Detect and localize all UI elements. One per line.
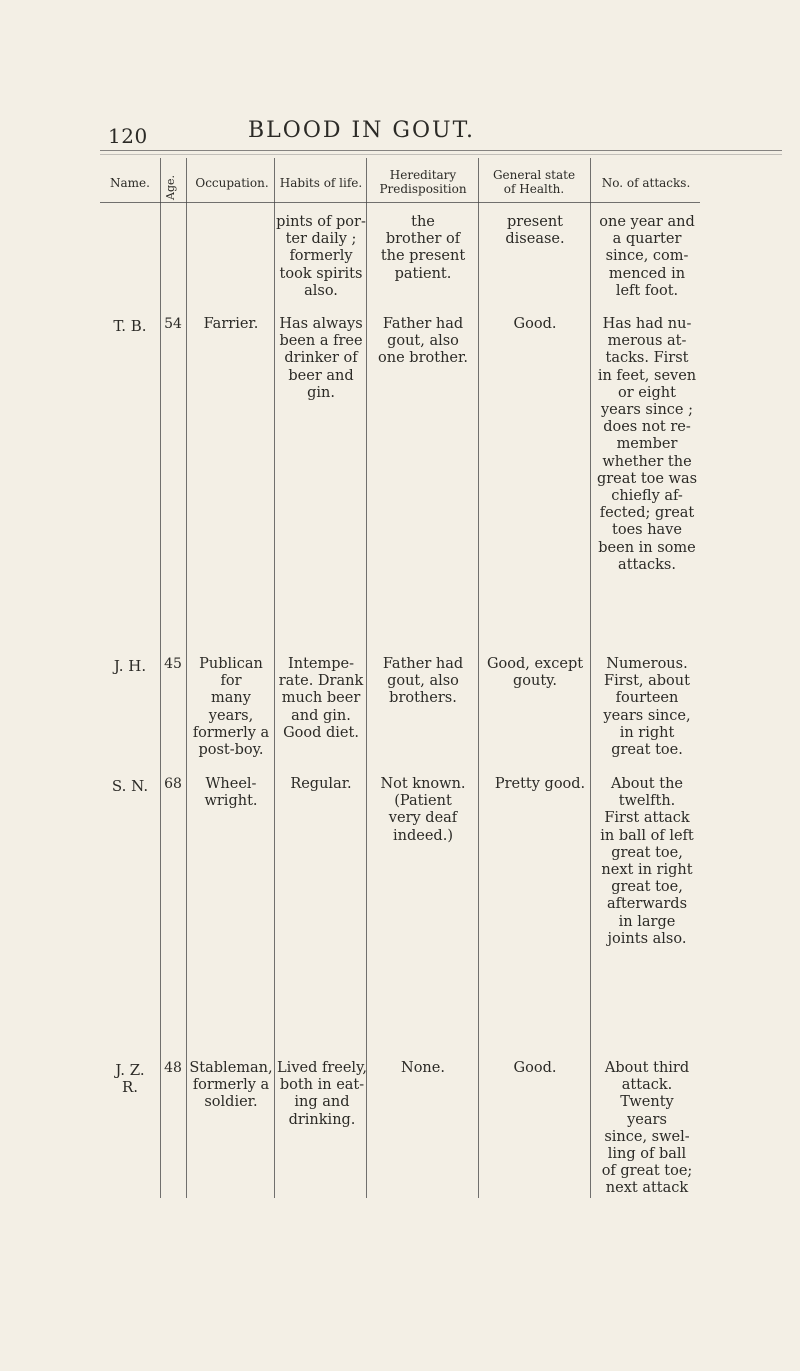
text-line: Not known.	[380, 776, 466, 792]
row-hereditary	[368, 316, 478, 368]
text-line: present	[507, 214, 563, 230]
text-line: twelfth.	[618, 793, 676, 810]
col-header-name: Name.	[110, 176, 150, 190]
text-line: ter daily ;	[285, 231, 357, 248]
text-line: formerly a	[192, 724, 270, 741]
col-divider-3	[274, 158, 275, 1198]
text-line: great toe,	[611, 844, 683, 861]
text-line: since, swel-	[604, 1128, 690, 1145]
text-line: or eight	[618, 384, 676, 401]
text-line: afterwards	[606, 896, 688, 913]
text-line: First attack	[604, 810, 690, 827]
text-line: Father had	[382, 656, 464, 672]
text-line: ing and	[294, 1094, 350, 1111]
text-line: attack.	[621, 1077, 673, 1094]
text-line: of great toe;	[601, 1163, 693, 1180]
text-line: S. N.	[111, 777, 149, 795]
text-line: Wheel-	[205, 776, 257, 792]
text-line: Has had nu-	[602, 316, 692, 332]
text-line: soldier.	[204, 1094, 258, 1111]
row-attacks	[592, 1060, 702, 1198]
text-line: the	[411, 214, 435, 230]
col-divider-5	[478, 158, 479, 1198]
text-line: also.	[304, 282, 338, 299]
row-occupation	[188, 1060, 274, 1112]
text-line: in ball of left	[600, 827, 694, 844]
row-name	[102, 318, 158, 335]
text-line: great toe was	[596, 470, 698, 487]
text-line: Good, except	[486, 656, 584, 672]
row-habits	[276, 776, 366, 793]
text-line: in large	[618, 913, 676, 930]
text-line: fourteen	[615, 690, 679, 707]
text-line: been a free	[279, 333, 363, 350]
row-general	[480, 656, 590, 690]
cont-attacks	[592, 214, 702, 300]
text-line: T. B.	[113, 317, 147, 335]
col-header-general-line2: of Health.	[503, 182, 565, 196]
text-line: Numerous.	[606, 656, 688, 672]
row-general	[480, 1060, 590, 1077]
text-line: member	[616, 436, 678, 453]
col-header-general-line1: General state	[492, 168, 576, 182]
text-line: in right	[619, 724, 675, 741]
text-line: brother of	[385, 231, 461, 248]
text-line: gout, also	[387, 333, 459, 350]
text-line: one brother.	[378, 350, 468, 367]
row-occupation	[188, 316, 274, 333]
text-line: a quarter	[612, 231, 682, 248]
text-line: Regular.	[290, 776, 352, 792]
col-header-habits: Habits of life.	[279, 176, 363, 190]
text-line: Twenty	[620, 1094, 674, 1111]
col-header-hereditary-line2: Predisposition	[379, 182, 467, 196]
row-occupation	[188, 776, 274, 810]
text-line: very deaf	[388, 810, 458, 827]
row-general	[480, 316, 590, 333]
text-line: years since ;	[600, 402, 693, 419]
text-line: gout, also	[387, 673, 459, 690]
text-line: First, about	[604, 673, 690, 690]
text-line: pints of por-	[276, 214, 366, 230]
row-general	[480, 776, 600, 793]
text-line: much beer	[281, 690, 361, 707]
col-header-hereditary	[368, 168, 478, 196]
text-line: None.	[401, 1060, 445, 1076]
text-line: Good diet.	[283, 724, 359, 741]
text-line: Pretty good.	[494, 776, 586, 792]
text-line: whether the	[602, 453, 692, 470]
col-divider-4	[366, 158, 367, 1198]
row-occupation	[188, 656, 274, 759]
text-line: Has always	[279, 316, 363, 332]
row-attacks	[592, 316, 702, 574]
text-line: Good.	[513, 1060, 557, 1076]
row-attacks	[592, 656, 702, 759]
col-header-attacks: No. of attacks.	[601, 176, 691, 190]
page-number: 120	[108, 124, 148, 148]
text-line: both in eat-	[279, 1077, 365, 1094]
text-line: next in right	[601, 862, 693, 879]
text-line: Publican for	[199, 656, 263, 690]
text-line: patient.	[394, 265, 452, 282]
text-line: chiefly af-	[611, 488, 683, 505]
row-name	[102, 658, 158, 675]
text-line: menced in	[608, 265, 686, 282]
text-line: since, com-	[605, 248, 689, 265]
text-line: formerly	[289, 248, 353, 265]
running-title: BLOOD IN GOUT.	[248, 118, 475, 143]
col-divider-2	[186, 158, 187, 1198]
col-header-occupation: Occupation.	[195, 176, 269, 190]
col-divider-1	[160, 158, 161, 1198]
row-attacks	[592, 776, 702, 948]
text-line: drinker of	[284, 350, 358, 367]
text-line: merous at-	[607, 333, 687, 350]
text-line: Stableman,	[189, 1060, 273, 1076]
text-line: R.	[121, 1078, 139, 1096]
text-line: Good.	[513, 316, 557, 332]
text-line: beer and gin.	[288, 367, 354, 401]
text-line: next attack	[605, 1180, 689, 1197]
row-age: 48	[164, 1060, 182, 1076]
text-line: formerly a	[192, 1077, 270, 1094]
text-line: wright.	[204, 793, 258, 810]
text-line: indeed.)	[393, 827, 453, 844]
col-header-general	[478, 168, 590, 196]
text-line: J. H.	[113, 657, 147, 675]
text-line: tacks. First	[605, 350, 689, 367]
row-habits	[276, 656, 366, 742]
text-line: joints also.	[607, 930, 687, 947]
cont-habits	[276, 214, 366, 300]
text-line: rate. Drank	[278, 673, 364, 690]
col-header-age: Age.	[164, 175, 177, 200]
row-age: 54	[164, 316, 182, 332]
cont-hereditary	[368, 214, 478, 283]
text-line: Farrier.	[203, 316, 259, 332]
col-divider-6	[590, 158, 591, 1198]
text-line: gouty.	[512, 673, 558, 690]
text-line: been in some	[598, 539, 696, 556]
text-line: many years,	[208, 690, 254, 724]
row-age: 45	[164, 656, 182, 672]
text-line: brothers.	[389, 690, 457, 707]
row-hereditary	[368, 1060, 478, 1077]
text-line: years	[627, 1111, 667, 1128]
text-line: ling of ball	[607, 1146, 687, 1163]
text-line: (Patient	[394, 793, 452, 810]
row-habits	[276, 316, 366, 402]
text-line: drinking.	[288, 1111, 356, 1128]
row-name	[102, 778, 158, 795]
text-line: toes have	[612, 522, 682, 539]
text-line: in feet, seven	[597, 367, 697, 384]
row-habits	[276, 1060, 368, 1129]
row-age: 68	[164, 776, 182, 792]
row-hereditary	[368, 656, 478, 708]
text-line: About third	[604, 1060, 690, 1076]
text-line: Father had	[382, 316, 464, 332]
text-line: left foot.	[615, 282, 679, 299]
text-line: one year and	[599, 214, 695, 230]
col-header-hereditary-line1: Hereditary	[389, 168, 457, 182]
row-name	[102, 1062, 158, 1096]
text-line: great toe.	[611, 742, 683, 759]
header-bottom-rule	[100, 202, 700, 203]
text-line: J. Z.	[115, 1061, 145, 1079]
text-line: Intempe-	[288, 656, 354, 672]
text-line: Lived freely,	[277, 1060, 367, 1076]
text-line: attacks.	[618, 556, 676, 573]
text-line: took spirits	[279, 265, 363, 282]
row-hereditary	[368, 776, 478, 845]
text-line: and gin.	[291, 707, 351, 724]
text-line: the present	[380, 248, 466, 265]
text-line: does not re-	[603, 419, 691, 436]
text-line: post-boy.	[198, 742, 264, 759]
header-rule-secondary	[100, 154, 782, 155]
text-line: great toe,	[611, 879, 683, 896]
header-rule	[100, 150, 782, 151]
text-line: years since,	[603, 707, 691, 724]
text-line: fected; great	[599, 505, 695, 522]
text-line: disease.	[505, 231, 565, 248]
cont-general	[480, 214, 590, 248]
text-line: About the	[610, 776, 683, 792]
